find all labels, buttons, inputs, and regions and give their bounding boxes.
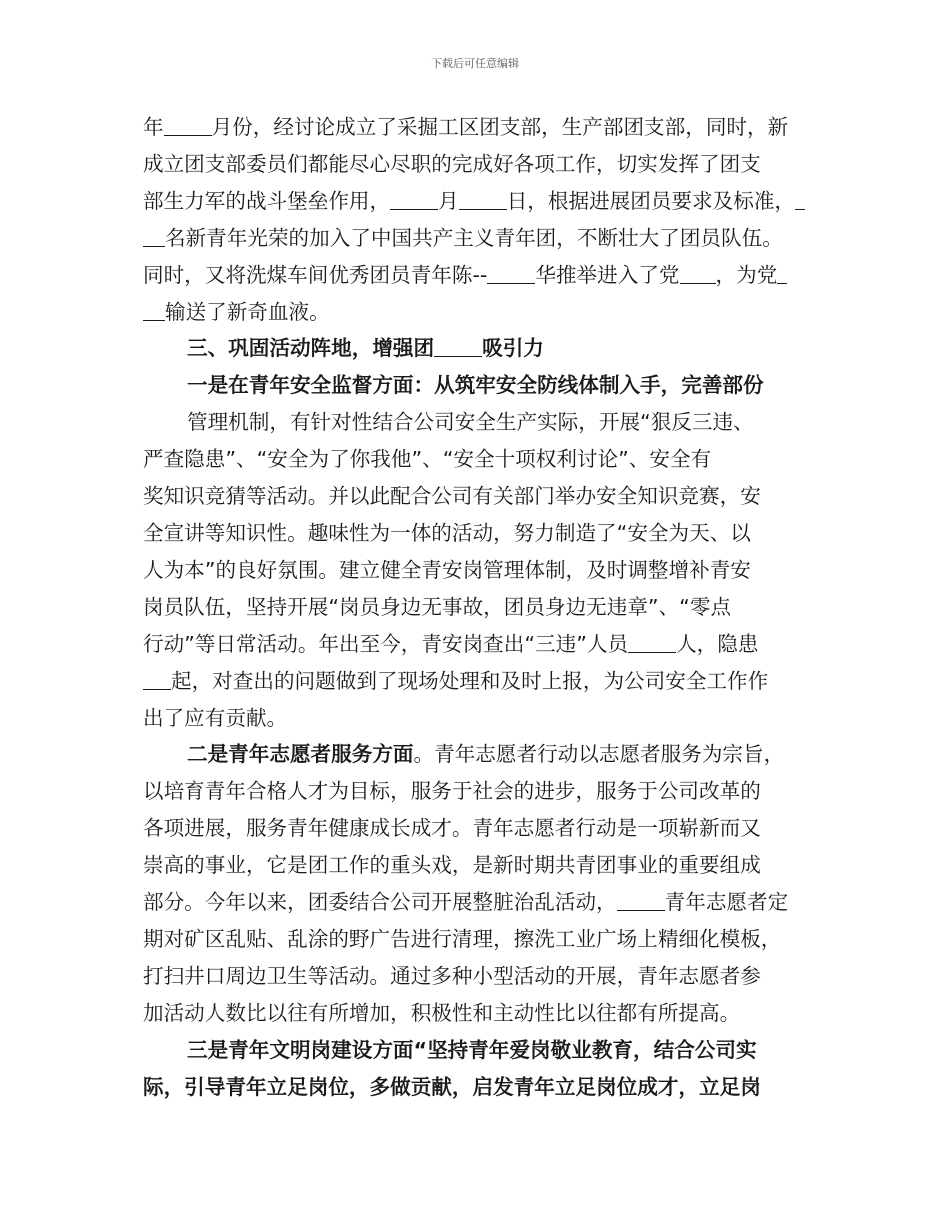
text-line: 奖知识竞猜等活动。并以此配合公司有关部门举办安全知识竞赛，安	[143, 484, 761, 509]
text-line: 严查隐患”、“安全为了你我他”、“安全十项权利讨论”、安全有	[143, 447, 712, 472]
fill-blank	[143, 668, 171, 690]
fill-blank	[795, 188, 805, 210]
fill-blank	[628, 631, 676, 653]
fill-blank	[459, 188, 507, 210]
fill-blank	[777, 262, 787, 284]
text-line: 出了应有贡献。	[143, 705, 288, 730]
text-segment: 起，对查出的问题做到了现场处理和及时上报，为公司安全工作作	[171, 668, 769, 693]
text-segment: 。青年志愿者行动以志愿者服务为宗旨，	[413, 742, 785, 767]
text-line	[143, 736, 833, 773]
text-line	[143, 183, 833, 220]
text-segment: 输送了新奇血液。	[165, 299, 330, 324]
text-segment: 部生力军的战斗堡垒作用，	[143, 188, 391, 213]
text-segment: 华推举进入了党	[535, 262, 680, 287]
text-segment: 同时，又将洗煤车间优秀团员青年陈--	[143, 262, 488, 287]
text-line	[143, 257, 833, 294]
text-line: 三是青年文明岗建设方面“坚持青年爱岗敬业教育，结合公司实	[187, 1037, 757, 1062]
fill-blank	[617, 889, 665, 911]
text-line: 全宣讲等知识性。趣味性为一体的活动，努力制造了“安全为天、以	[143, 520, 751, 545]
section-heading	[143, 330, 833, 367]
text-line: 各项进展，服务青年健康成长成才。青年志愿者行动是一项崭新而又	[143, 816, 761, 841]
text-line: 人为本”的良好氛围。建立健全青安岗管理体制，及时调整增补青安	[143, 557, 751, 582]
text-segment: 日，根据进展团员要求及标准，	[506, 188, 796, 213]
fill-blank	[143, 299, 165, 321]
page-header: 下载后可任意编辑	[431, 57, 519, 70]
text-line	[143, 626, 833, 663]
fill-blank	[434, 336, 482, 358]
text-segment: 部分。今年以来，团委结合公司开展整脏治乱活动，	[143, 890, 617, 915]
text-segment: 人，隐患	[676, 631, 759, 656]
fill-blank	[164, 114, 212, 136]
subsection-heading: 一是在青年安全监督方面：从筑牢安全防线体制入手，完善部份	[187, 373, 764, 398]
fill-blank	[390, 188, 438, 210]
text-segment: 行动”等日常活动。年出至今，青安岗查出“三违”人员	[143, 631, 629, 656]
text-line	[143, 294, 833, 331]
text-line: 以培育青年合格人才为目标，服务于社会的进步，服务于公司改革的	[143, 779, 761, 804]
text-line: 成立团支部委员们都能尽心尽职的完成好各项工作，切实发挥了团支	[143, 151, 761, 176]
text-line: 加活动人数比以往有所增加，积极性和主动性比以往都有所提高。	[143, 1000, 741, 1025]
text-line: 打扫井口周边卫生等活动。通过多种小型活动的开展，青年志愿者参	[143, 963, 761, 988]
heading-segment: 三、巩固活动阵地，增强团	[187, 336, 435, 361]
text-line	[143, 220, 833, 257]
text-line: 岗员队伍，坚持开展“岗员身边无事故，团员身边无违章”、“零点	[143, 594, 732, 619]
text-line	[143, 884, 833, 921]
inline-heading: 二是青年志愿者服务方面	[187, 742, 414, 767]
text-line	[143, 663, 833, 700]
fill-blank	[143, 225, 165, 247]
fill-blank	[680, 262, 716, 284]
text-line: 期对矿区乱贴、乱涂的野广告进行清理，擦洗工业广场上精细化模板，	[143, 926, 782, 951]
text-segment: 年	[143, 115, 164, 139]
document-body	[143, 109, 833, 1105]
text-line: 管理机制，有针对性结合公司安全生产实际，开展“狠反三违、	[187, 410, 754, 435]
text-line: 际，引导青年立足岗位，多做贡献，启发青年立足岗位成才，立足岗	[143, 1074, 761, 1099]
text-segment: 青年志愿者定	[664, 890, 789, 915]
text-segment: 月	[438, 188, 459, 213]
heading-segment: 吸引力	[482, 336, 544, 361]
text-segment: 名新青年光荣的加入了中国共产主义青年团，不断壮大了团员队伍。	[165, 225, 783, 250]
text-line: 崇高的事业，它是团工作的重头戏，是新时期共青团事业的重要组成	[143, 853, 761, 878]
fill-blank	[487, 262, 535, 284]
text-segment: ，为党	[715, 262, 778, 287]
text-segment: 月份，经讨论成立了采掘工区团支部，生产部团支部，同时，新	[211, 115, 789, 139]
text-line	[143, 109, 833, 146]
